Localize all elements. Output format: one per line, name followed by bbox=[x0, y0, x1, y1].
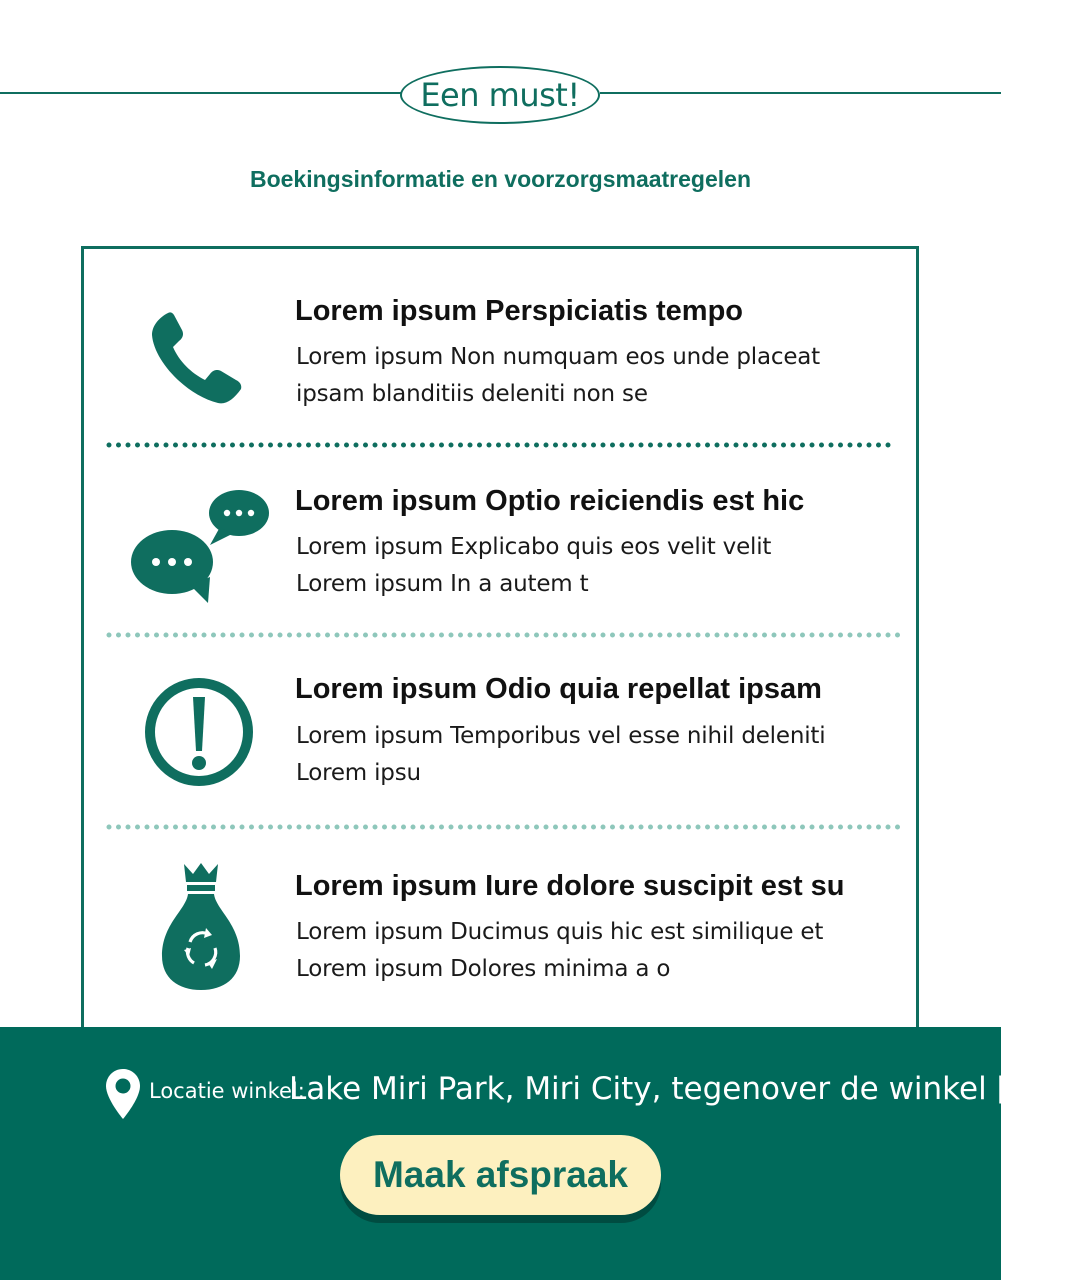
item-description-line2: Lorem ipsum In a autem t bbox=[296, 571, 589, 597]
item-description-line2: Lorem ipsum Dolores minima a o bbox=[296, 956, 671, 982]
chat-bubbles-icon bbox=[128, 487, 272, 603]
make-appointment-button[interactable]: Maak afspraak bbox=[340, 1135, 661, 1215]
recycle-bag-icon bbox=[156, 862, 246, 994]
phone-icon bbox=[146, 309, 246, 409]
header-rule-left bbox=[0, 92, 402, 94]
item-description-line2: Lorem ipsu bbox=[296, 760, 421, 786]
item-title: Lorem ipsum Perspiciatis tempo bbox=[295, 295, 744, 327]
page-subtitle: Boekingsinformatie en voorzorgsmaatregelen bbox=[249, 166, 751, 192]
header-rule-right bbox=[600, 92, 1001, 94]
item-title: Lorem ipsum Optio reiciendis est hic bbox=[295, 485, 805, 517]
item-title: Lorem ipsum Iure dolore suscipit est su bbox=[295, 870, 845, 902]
item-description-line1: Lorem ipsum Non numquam eos unde placeat bbox=[296, 344, 820, 370]
item-description-line1: Lorem ipsum Temporibus vel esse nihil deleniti bbox=[296, 723, 826, 749]
exclamation-icon bbox=[142, 675, 256, 789]
dotted-divider bbox=[106, 824, 896, 830]
item-description-line2: ipsam blanditiis deleniti non se bbox=[296, 381, 648, 407]
item-title: Lorem ipsum Odio quia repellat ipsam bbox=[295, 673, 822, 705]
dotted-divider bbox=[106, 442, 896, 448]
info-card bbox=[81, 246, 919, 1046]
footer-bar bbox=[0, 1027, 1090, 1280]
location-label: Locatie winkel: bbox=[149, 1079, 305, 1103]
item-description-line1: Lorem ipsum Ducimus quis hic est similique et bbox=[296, 919, 824, 945]
item-description-line1: Lorem ipsum Explicabo quis eos velit velit bbox=[296, 534, 772, 560]
badge-een-must: Een must! bbox=[400, 66, 600, 124]
location-pin-icon bbox=[104, 1067, 142, 1121]
location-address: Lake Miri Park, Miri City, tegenover de winkel [Pickn bbox=[289, 1071, 1090, 1107]
dotted-divider bbox=[106, 632, 896, 638]
